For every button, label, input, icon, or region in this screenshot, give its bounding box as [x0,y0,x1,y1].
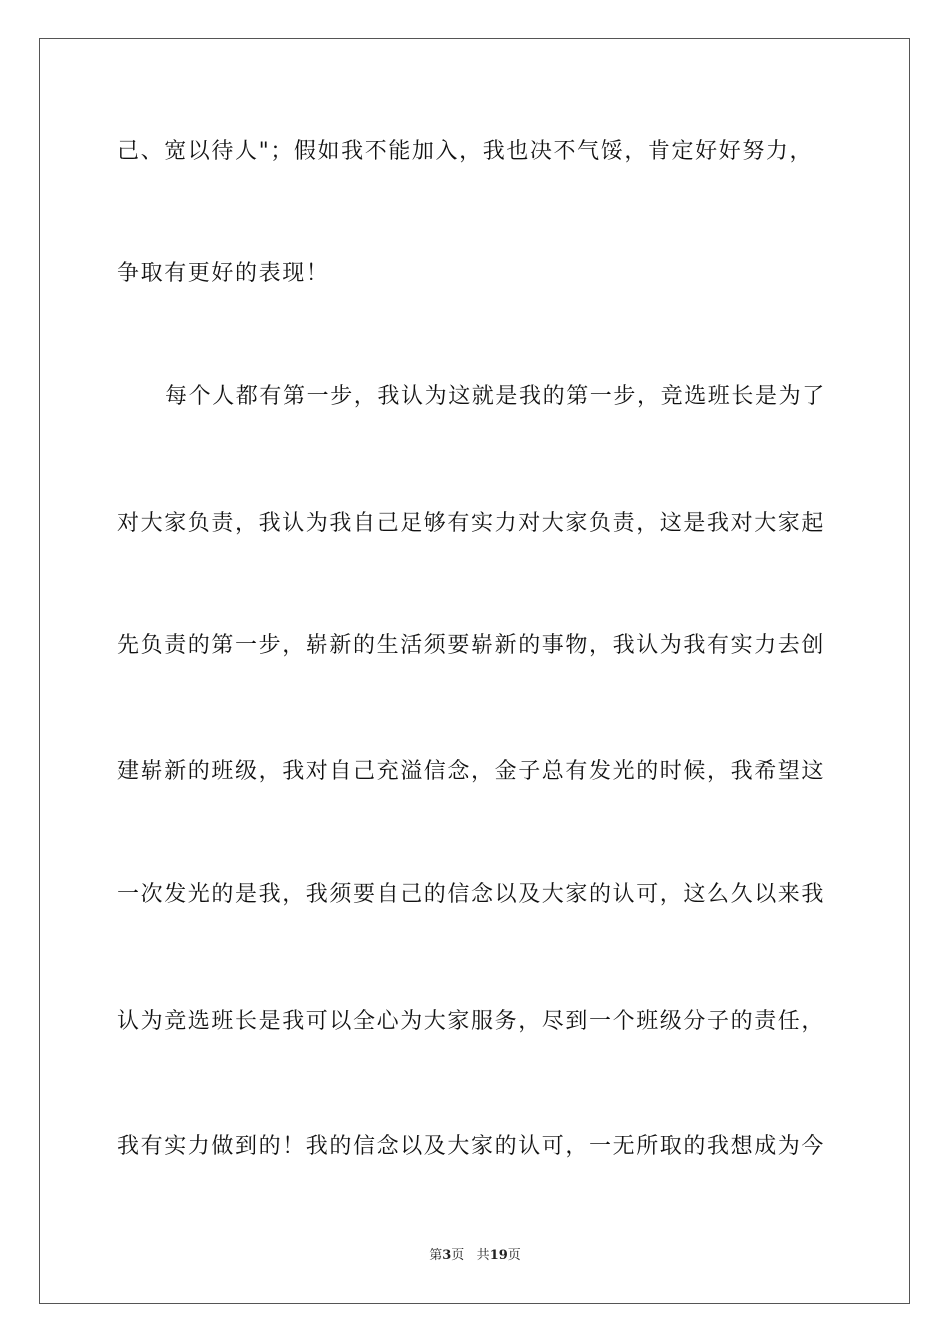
footer-total-pages: 19 [489,1248,508,1263]
text-line-4: 对大家负责，我认为我自己足够有实力对大家负责，这是我对大家起 [117,511,826,536]
text-line-5: 先负责的第一步，崭新的生活须要崭新的事物，我认为我有实力去创 [117,633,826,658]
text-line-9: 我有实力做到的！我的信念以及大家的认可，一无所取的我想成为今 [117,1134,826,1159]
text-line-7: 一次发光的是我，我须要自己的信念以及大家的认可，这么久以来我 [117,882,826,907]
page-border [39,38,910,1304]
text-line-6: 建崭新的班级，我对自己充溢信念，金子总有发光的时候，我希望这 [117,759,826,784]
footer-page-suffix: 页 [451,1248,465,1263]
text-line-2: 争取有更好的表现！ [117,261,330,286]
footer-total-prefix: 共 [476,1248,490,1263]
text-line-8: 认为竞选班长是我可以全心为大家服务，尽到一个班级分子的责任， [117,1009,826,1034]
footer-total-suffix: 页 [507,1248,521,1263]
footer-page-number: 3 [442,1248,452,1263]
footer-page-prefix: 第 [429,1248,443,1263]
text-line-3-paragraph-start: 每个人都有第一步，我认为这就是我的第一步，竞选班长是为了 [165,384,826,409]
page-footer [0,1247,950,1265]
text-line-1: 己、宽以待人"；假如我不能加入，我也决不气馁，肯定好好努力， [117,139,814,164]
